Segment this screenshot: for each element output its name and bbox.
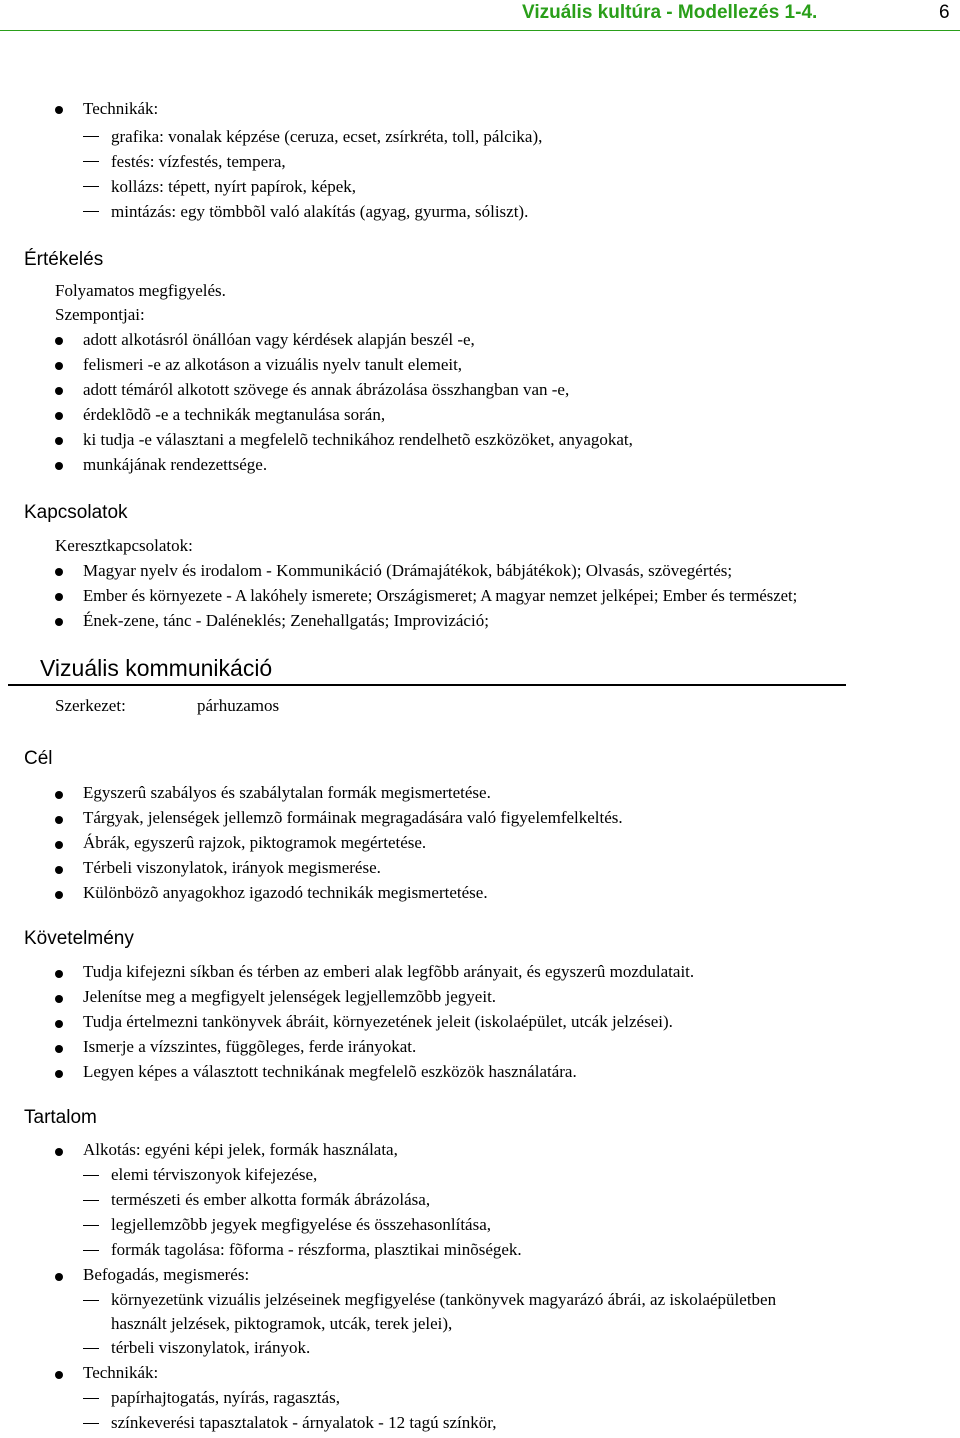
bullet-icon xyxy=(55,568,63,576)
list-item: adott alkotásról önállóan vagy kérdések alapján beszél -e, xyxy=(83,330,475,349)
list-item: Ének-zene, tánc - Daléneklés; Zenehallgatás; Improvizáció; xyxy=(83,611,489,630)
dash-icon xyxy=(83,1175,99,1176)
bullet-icon xyxy=(55,618,63,626)
bullet-icon xyxy=(55,891,63,899)
ertekeles-intro: Folyamatos megfigyelés. xyxy=(55,281,226,300)
bullet-icon xyxy=(55,337,63,345)
list-item: formák tagolása: fõforma - részforma, plasztikai minõségek. xyxy=(111,1240,522,1259)
header-title: Vizuális kultúra - Modellezés 1-4. xyxy=(522,2,818,23)
list-item: papírhajtogatás, nyírás, ragasztás, xyxy=(111,1388,340,1407)
list-item: festés: vízfestés, tempera, xyxy=(111,152,286,171)
list-item: érdeklõdõ -e a technikák megtanulása során, xyxy=(83,405,386,424)
bullet-icon xyxy=(55,106,63,114)
bullet-icon xyxy=(55,387,63,395)
bullet-icon xyxy=(55,816,63,824)
list-item: Tudja értelmezni tankönyvek ábráit, környezetének jeleit (iskolaépület, utcák jelzései). xyxy=(83,1012,673,1031)
dash-icon xyxy=(83,1225,99,1226)
cel-heading: Cél xyxy=(24,748,53,769)
dash-icon xyxy=(83,1200,99,1201)
list-item: Egyszerû szabályos és szabálytalan formák megismertetése. xyxy=(83,783,491,802)
bullet-icon xyxy=(55,1148,63,1156)
bullet-icon xyxy=(55,412,63,420)
list-item: kollázs: tépett, nyírt papírok, képek, xyxy=(111,177,357,196)
bullet-icon xyxy=(55,791,63,799)
list-item: Ábrák, egyszerû rajzok, piktogramok megértetése. xyxy=(83,833,427,852)
list-item: Jelenítse meg a megfigyelt jelenségek legjellemzõbb jegyeit. xyxy=(83,987,497,1006)
list-item: Legyen képes a választott technikának megfelelõ eszközök használatára. xyxy=(83,1062,577,1081)
technikak-label: Technikák: xyxy=(83,99,159,118)
bullet-icon xyxy=(55,1045,63,1053)
bullet-icon xyxy=(55,995,63,1003)
dash-icon xyxy=(83,211,99,212)
dash-icon xyxy=(83,1348,99,1349)
dash-icon xyxy=(83,186,99,187)
kapcsolatok-heading: Kapcsolatok xyxy=(24,502,128,523)
list-item: legjellemzõbb jegyek megfigyelése és összehasonlítása, xyxy=(111,1215,492,1234)
list-item: elemi térviszonyok kifejezése, xyxy=(111,1165,318,1184)
dash-icon xyxy=(83,1398,99,1399)
list-item: adott témáról alkotott szövege és annak ábrázolása összhangban van -e, xyxy=(83,380,570,399)
bullet-icon xyxy=(55,593,63,601)
list-item: természeti és ember alkotta formák ábrázolása, xyxy=(111,1190,431,1209)
bullet-icon xyxy=(55,1371,63,1379)
dash-icon xyxy=(83,136,99,137)
page-number: 6 xyxy=(939,2,950,23)
list-item: mintázás: egy tömbbõl való alakítás (agyag, gyurma, sóliszt). xyxy=(111,202,529,221)
kapcsolatok-sub: Keresztkapcsolatok: xyxy=(55,536,193,555)
bullet-icon xyxy=(55,1020,63,1028)
list-item: Magyar nyelv és irodalom - Kommunikáció (Drámajátékok, bábjátékok); Olvasás, szövegértés; xyxy=(83,561,733,580)
bullet-icon xyxy=(55,970,63,978)
bullet-icon xyxy=(55,841,63,849)
bullet-icon xyxy=(55,462,63,470)
bullet-icon xyxy=(55,362,63,370)
list-item: munkájának rendezettsége. xyxy=(83,455,268,474)
list-item: Különbözõ anyagokhoz igazodó technikák megismertetése. xyxy=(83,883,488,902)
list-item: Ember és környezete - A lakóhely ismerete; Országismeret; A magyar nemzet jelképei; Ember és természet; xyxy=(83,586,798,605)
criteria-label: Szempontjai: xyxy=(55,305,145,324)
structure-value: párhuzamos xyxy=(197,696,280,715)
header-rule xyxy=(0,30,960,31)
list-item: grafika: vonalak képzése (ceruza, ecset, zsírkréta, toll, pálcika), xyxy=(111,127,543,146)
befogadas-label: Befogadás, megismerés: xyxy=(83,1265,250,1284)
list-item: színkeverési tapasztalatok - árnyalatok - 12 tagú színkör, xyxy=(111,1413,497,1432)
dash-icon xyxy=(83,1423,99,1424)
alkotas-label: Alkotás: egyéni képi jelek, formák használata, xyxy=(83,1140,398,1159)
kovetelmeny-heading: Követelmény xyxy=(24,928,134,949)
technikak-label: Technikák: xyxy=(83,1363,159,1382)
bullet-icon xyxy=(55,1070,63,1078)
section-rule xyxy=(8,684,846,686)
list-item: ki tudja -e választani a megfelelõ technikához rendelhetõ eszközöket, anyagokat, xyxy=(83,430,633,449)
structure-label: Szerkezet: xyxy=(55,696,126,715)
ertekeles-heading: Értékelés xyxy=(24,249,104,270)
list-item-continuation: használt jelzések, piktogramok, utcák, terek jelei), xyxy=(111,1314,453,1333)
bullet-icon xyxy=(55,437,63,445)
list-item: felismeri -e az alkotáson a vizuális nyelv tanult elemeit, xyxy=(83,355,463,374)
list-item: térbeli viszonylatok, irányok. xyxy=(111,1338,311,1357)
dash-icon xyxy=(83,1300,99,1301)
dash-icon xyxy=(83,161,99,162)
tartalom-heading: Tartalom xyxy=(24,1107,97,1128)
dash-icon xyxy=(83,1250,99,1251)
list-item: Térbeli viszonylatok, irányok megismerése. xyxy=(83,858,381,877)
list-item: Ismerje a vízszintes, függõleges, ferde irányokat. xyxy=(83,1037,417,1056)
section-title: Vizuális kommunikáció xyxy=(40,655,273,681)
list-item: Tudja kifejezni síkban és térben az emberi alak legfõbb arányait, és egyszerû mozdulatait. xyxy=(83,962,695,981)
bullet-icon xyxy=(55,866,63,874)
list-item: Tárgyak, jelenségek jellemzõ formáinak megragadására való figyelemfelkeltés. xyxy=(83,808,623,827)
list-item: környezetünk vizuális jelzéseinek megfigyelése (tankönyvek magyarázó ábrái, az iskolaépületben xyxy=(111,1290,777,1309)
bullet-icon xyxy=(55,1273,63,1281)
